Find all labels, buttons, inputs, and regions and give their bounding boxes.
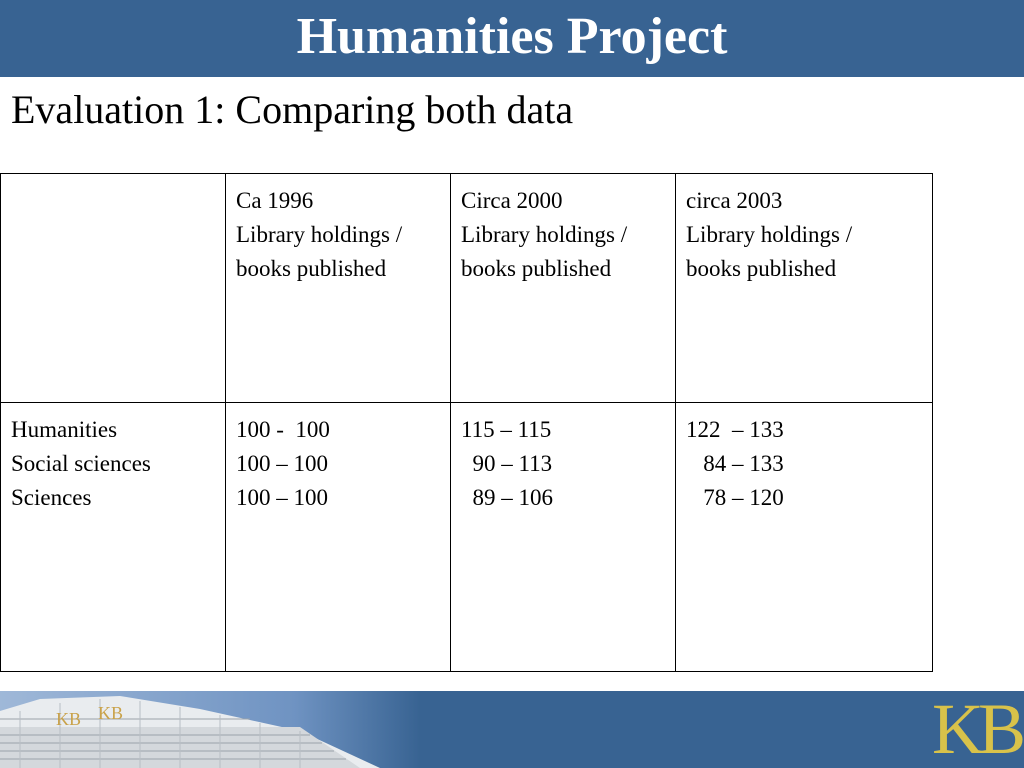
values-cell-1996 xyxy=(226,403,451,672)
header-cell-1996 xyxy=(226,174,451,403)
values-cell-2003 xyxy=(676,403,933,672)
value: 115 – 115 xyxy=(461,417,552,442)
title-bar xyxy=(0,0,1024,77)
footer-bar xyxy=(0,691,1024,768)
kb-logo: KB xyxy=(931,691,1020,768)
row-label: Sciences xyxy=(11,485,92,510)
building-sign: KB xyxy=(56,709,82,729)
row-label: Social sciences xyxy=(11,451,151,476)
empty-header-cell xyxy=(1,174,226,403)
comparison-table xyxy=(0,173,933,672)
value: 84 – 133 xyxy=(686,451,784,476)
column-period: Ca 1996 xyxy=(236,188,314,213)
svg-text:KB: KB xyxy=(98,703,124,723)
table-row xyxy=(1,403,933,672)
header-cell-2003 xyxy=(676,174,933,403)
row-labels-cell xyxy=(1,403,226,672)
library-building-image xyxy=(0,691,420,768)
column-label: Library holdings / books published xyxy=(461,222,628,281)
column-period: Circa 2000 xyxy=(461,188,563,213)
value: 78 – 120 xyxy=(686,485,784,510)
value: 90 – 113 xyxy=(461,451,553,476)
value: 100 - 100 xyxy=(236,417,330,442)
slide-title: Humanities Project xyxy=(296,7,728,65)
column-period: circa 2003 xyxy=(686,188,783,213)
value: 100 – 100 xyxy=(236,451,328,476)
value: 100 – 100 xyxy=(236,485,328,510)
value: 122 – 133 xyxy=(686,417,784,442)
row-label: Humanities xyxy=(11,417,118,442)
header-cell-2000 xyxy=(451,174,676,403)
table-header-row xyxy=(1,174,933,403)
column-label: Library holdings / books published xyxy=(686,222,853,281)
value: 89 – 106 xyxy=(461,485,553,510)
column-label: Library holdings / books published xyxy=(236,222,403,281)
slide-subtitle: Evaluation 1: Comparing both data xyxy=(11,87,574,132)
values-cell-2000 xyxy=(451,403,676,672)
